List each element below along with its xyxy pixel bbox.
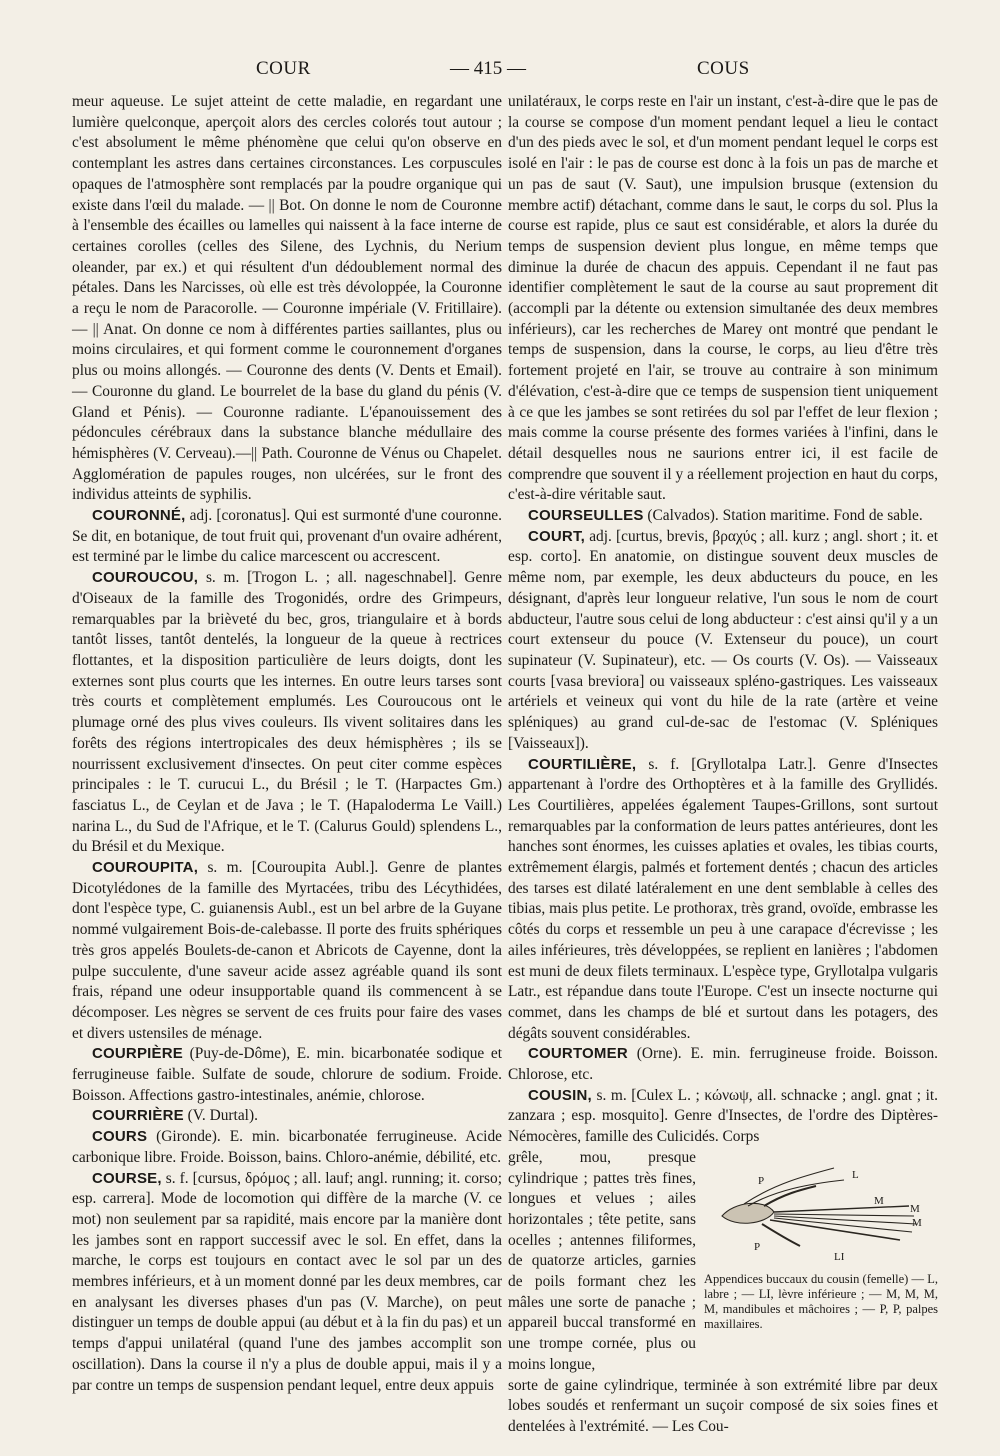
entry-cousin: [508, 1086, 938, 1148]
entry-body: s. m. [Couroupita Aubl.]. Genre de plantes Dicotylédones de la famille des Myrtacées, tribu des Lécythidées, dont l'espèce type, C. guianensis Aubl., est un bel arbre de la Guyane nommé vulgairement Bois-de-calebasse. Il porte des fruits sphériques très gros appelés Boulets-de-canon et Abricots de Cayenne, dont la pulpe succulente, d'une saveur acide assez agréable quand ils sont frais, répand une odeur insupportable quand ils commencent à se décomposer. Les nègres se servent de ces fruits pour faire des vases et divers ustensiles de ménage.: [72, 859, 502, 1042]
running-head: [0, 58, 1000, 80]
entry-courtomer: [508, 1044, 938, 1085]
entry-body-wrapped: grêle, mou, presque cylindrique ; pattes très fines, longues et velues ; ailes horizontales ; tête petite, sans ocelles ; antennes filiformes, de quatorze articles, garnies de poils formant chez les mâles une sorte de panache ; appareil buccal transformé en une trompe cornée, plus ou moins longue,: [508, 1148, 696, 1373]
entry-court: [508, 527, 938, 755]
headword: COURONNÉ,: [92, 507, 186, 525]
figure-label: M: [910, 1202, 920, 1215]
entry-body: s. f. [Gryllotalpa Latr.]. Genre d'Insectes appartenant à l'ordre des Orthoptères et à la famille des Gryllidés. Les Courtilières, appelées également Taupes-Grillons, sont surtout remarquables par la conformation de leurs pattes antérieures, dont les hanches sont énormes, les cuisses aplaties et ovales, les tibias courts, extrêmement élargis, palmés et fortement dentés ; chacun des articles des tarses est dilaté latéralement en une dent semblable à celles des tibias, mais plus petite. Le prothorax, très grand, ovoïde, embrasse les côtés du corps et ressemble un peu à une carapace d'écrevisse ; les ailes inférieures, très développées, se replient en lanières ; l'abdomen est muni de deux filets terminaux. L'espèce type, Gryllotalpa vulgaris Latr., est répandue dans toute l'Europe. C'est un insecte nocturne qui commet, dans les champs de blé et surtout dans les potagers, des dégâts souvent considérables.: [508, 755, 938, 1042]
figure-label: LI: [834, 1250, 845, 1263]
entry-body: (V. Durtal).: [187, 1107, 258, 1125]
entry-body: s. m. [Trogon L. ; all. nageschnabel]. Genre d'Oiseaux de la famille des Trogonidés, ordre des Grimpeurs, remarquables par la brièveté du bec, gros, triangulaire et à bords tantôt lisses, tantôt dentelés, la longueur de la queue à rectrices flottantes, et la disposition particulière de leurs doigts, dont les externes sont plus courts que les internes. En outre leurs tarses sont très courts et complètement emplumés. Les Couroucous ont le plumage orné des plus vives couleurs. Ils vivent solitaires dans les forêts des régions intertropicales des deux hémisphères ; ils se nourrissent exclusivement d'insectes. On peut citer comme espèces principales : le T. curucui L., du Brésil ; le T. (Harpactes Gm.) fasciatus L., de Ceylan et de Java ; le T. (Hapaloderma Le Vaill.) narina L., du Sud de l'Afrique, et le T. (Calurus Gould) splendens L., du Brésil et du Mexique.: [72, 569, 502, 856]
palp-line: [762, 1224, 800, 1246]
headword: COURSE,: [92, 1169, 162, 1187]
entry-cours: [72, 1127, 502, 1168]
mosquito-mouthparts-illustration: [704, 1154, 936, 1266]
figure: [704, 1148, 938, 1376]
headword: COURTILIÈRE,: [528, 755, 637, 773]
entry-couroupita: [72, 858, 502, 1044]
figure-block: [508, 1148, 938, 1376]
entry-body: adj. [coronatus]. Qui est surmonté d'une couronne. Se dit, en botanique, de tout fruit qui, provenant d'un ovaire adhérent, est terminé par le limbe du calice marcescent ou accrescent.: [72, 507, 502, 566]
running-head-right: COUS: [697, 58, 750, 79]
entry-body: (Gironde). E. min. bicarbonatée ferrugineuse. Acide carbonique libre. Froide. Boisson, bains. Chloro-anémie, débilité, etc.: [72, 1128, 502, 1166]
headword: COURSEULLES: [528, 507, 644, 525]
figure-caption: Appendices buccaux du cousin (femelle) — L, labre ; — LI, lèvre inférieure ; — M, M, M, M, mandibules et mâchoires ; — P, P, palpes maxillaires.: [704, 1271, 938, 1331]
entry-body: (Calvados). Station maritime. Fond de sable.: [647, 507, 923, 525]
entry-body-continued: sorte de gaine cylindrique, terminée à son extrémité libre par deux lobes soudés et renfermant un suçoir composé de six soies fines et dentelées à l'extrémité. — Les Cou-: [508, 1376, 938, 1435]
headword: COURRIÈRE: [92, 1107, 184, 1125]
headword: COURS: [92, 1128, 148, 1146]
head-shape: [722, 1203, 774, 1223]
entry-courriere: [72, 1106, 502, 1127]
page-number: — 415 —: [450, 58, 526, 79]
left-column: [72, 92, 502, 1396]
headword: COUSIN,: [528, 1086, 592, 1104]
figure-label: M: [912, 1216, 922, 1229]
entry-courseulles: [508, 506, 938, 527]
entry-couronne: [72, 506, 502, 568]
entry-body: (Puy-de-Dôme), E. min. bicarbonatée sodique et ferrugineuse faible. Sulfate de soude, chlorure de sodium. Froide. Boisson. Affections gastro-intestinales, anémie, chlorose.: [72, 1045, 502, 1104]
headword: COURTOMER: [528, 1045, 628, 1063]
continued-paragraph: meur aqueuse. Le sujet atteint de cette maladie, en regardant une lumière quelconque, aperçoit alors des cercles colorés tout autour ; c'est absolument le même phénomène que celui qu'on observe en contemplant les astres dans certaines circonstances. Les corpuscules opaques de l'atmosphère sont remplacés par la poudre organique qui existe dans l'œil du malade. — || Bot. On donne le nom de Couronne à l'ensemble des écailles ou lamelles qui naissent à la face interne de certaines corolles (celles des Silene, des Lychnis, du Nerium oleander, par ex.) et qui résultent d'un dédoublement normal des pétales. Dans les Narcisses, où elle est très dévoloppée, la Couronne a reçu le nom de Paracorolle. — Couronne impériale (V. Fritillaire). — || Anat. On donne ce nom à différentes parties saillantes, plus ou moins circulaires, et qui forment comme le couronnement d'organes plus ou moins allongés. — Couronne des dents (V. Dents et Email). — Couronne du gland. Le bourrelet de la base du gland du pénis (V. Gland et Pénis). — Couronne radiante. L'épanouissement des pédoncules cérébraux dans la substance blanche médullaire des hémisphères (V. Cerveau).—|| Path. Couronne de Vénus ou Chapelet. Agglomération de papules rouges, non ulcérées, sur le front des individus atteints de syphilis.: [72, 93, 502, 504]
entry-course: [72, 1169, 502, 1397]
headword: COUROUPITA,: [92, 859, 199, 877]
entry-couroucou: [72, 568, 502, 858]
continued-paragraph: unilatéraux, le corps reste en l'air un instant, c'est-à-dire que le pas de la course se compose d'un moment pendant lequel a lieu le contact d'un des pieds avec le sol, et d'un moment pendant lequel le corps est isolé en l'air : le pas de course est donc à la fois un pas de marche et un pas de saut (V. Saut), une impulsion brusque (extension du membre actif) détachant, comme dans le saut, le corps du sol. Plus la course est rapide, plus ce saut est considérable, et alors la durée du temps de suspension devient plus longue, en même temps que diminue la durée de chacun des appuis. Cependant il ne faut pas identifier complètement le saut de la course au saut proprement dit (accompli par la détente ou extension simultanée des deux membres inférieurs), car les recherches de Marey ont montré que pendant le temps de suspension, dans la course, le corps, au lieu d'être très fortement projeté en l'air, se trouve au contraire à son minimum d'élévation, c'est-à-dire que ce temps de suspension tient uniquement à ce que les jambes se sont retirées du sol par l'effet de leur flexion ; mais comme la course présente des formes variées à l'infini, dans le détail desquelles nous ne saurions entrer ici, il est facile de comprendre que souvent il y a réellement projection en haut du corps, c'est-à-dire véritable saut.: [508, 93, 938, 504]
entry-body: s. f. [cursus, δρόμος ; all. lauf; angl. running; it. corso; esp. carrera]. Mode de locomotion qui diffère de la marche (V. ce mot) non seulement par sa rapidité, mais encore par la manière dont les jambes sont en rapport successif avec le sol. En effet, dans la marche, le corps est toujours en contact avec le sol par un des membres inférieurs, et à un moment donné par les deux membres, car en analysant les diverses phases d'un pas (V. Marche), on peut distinguer un temps de double appui (au début et à la fin du pas) et un temps d'appui unilatéral (quand l'une des jambes accomplit son oscillation). Dans la course il n'y a plus de double appui, mais il y a par contre un temps de suspension pendant lequel, entre deux appuis: [72, 1169, 502, 1394]
figure-label: P: [754, 1240, 761, 1253]
entry-courtiliere: [508, 755, 938, 1045]
mandible-line: [774, 1214, 914, 1216]
right-column: [508, 92, 938, 1438]
labium-line: [770, 1220, 900, 1240]
entry-body: adj. [curtus, brevis, βραχύς ; all. kurz ; angl. short ; it. et esp. corto]. En anatomie, on distingue souvent deux muscles de même nom, par exemple, les deux abducteurs du pouce, en les désignant, d'après leur longueur relative, l'un sous le nom de court abducteur, l'autre sous celui de long abducteur : c'est ainsi qu'il y a un court extenseur du pouce (V. Extenseur du pouce), un court supinateur (V. Supinateur), etc. — Os courts (V. Os). — Vaisseaux courts [vasa breviora] ou vaisseaux spléno-gastriques. Les vaisseaux artériels et veineux qui vont du hile de la rate (artère et veine spléniques) au grand cul-de-sac de l'estomac (V. Spléniques [Vaisseaux]).: [508, 527, 938, 752]
figure-label: L: [852, 1168, 859, 1181]
running-head-left: COUR: [256, 58, 311, 79]
entry-courpiere: [72, 1044, 502, 1106]
entry-body: s. m. [Culex L. ; κώνωψ, all. schnacke ; angl. gnat ; it. zanzara ; esp. mosquito]. Genre d'Insectes, de l'ordre des Diptères-Némocères, famille des Culicidés. Corps: [508, 1086, 938, 1146]
headword: COURPIÈRE: [92, 1045, 183, 1063]
entry-body: (Orne). E. min. ferrugineuse froide. Boisson. Chlorose, etc.: [508, 1045, 939, 1084]
labrum-line: [774, 1206, 909, 1212]
figure-label: P: [758, 1174, 765, 1187]
headword: COURT,: [528, 527, 586, 545]
figure-label: M: [874, 1194, 884, 1207]
headword: COUROUCOU,: [92, 569, 199, 587]
